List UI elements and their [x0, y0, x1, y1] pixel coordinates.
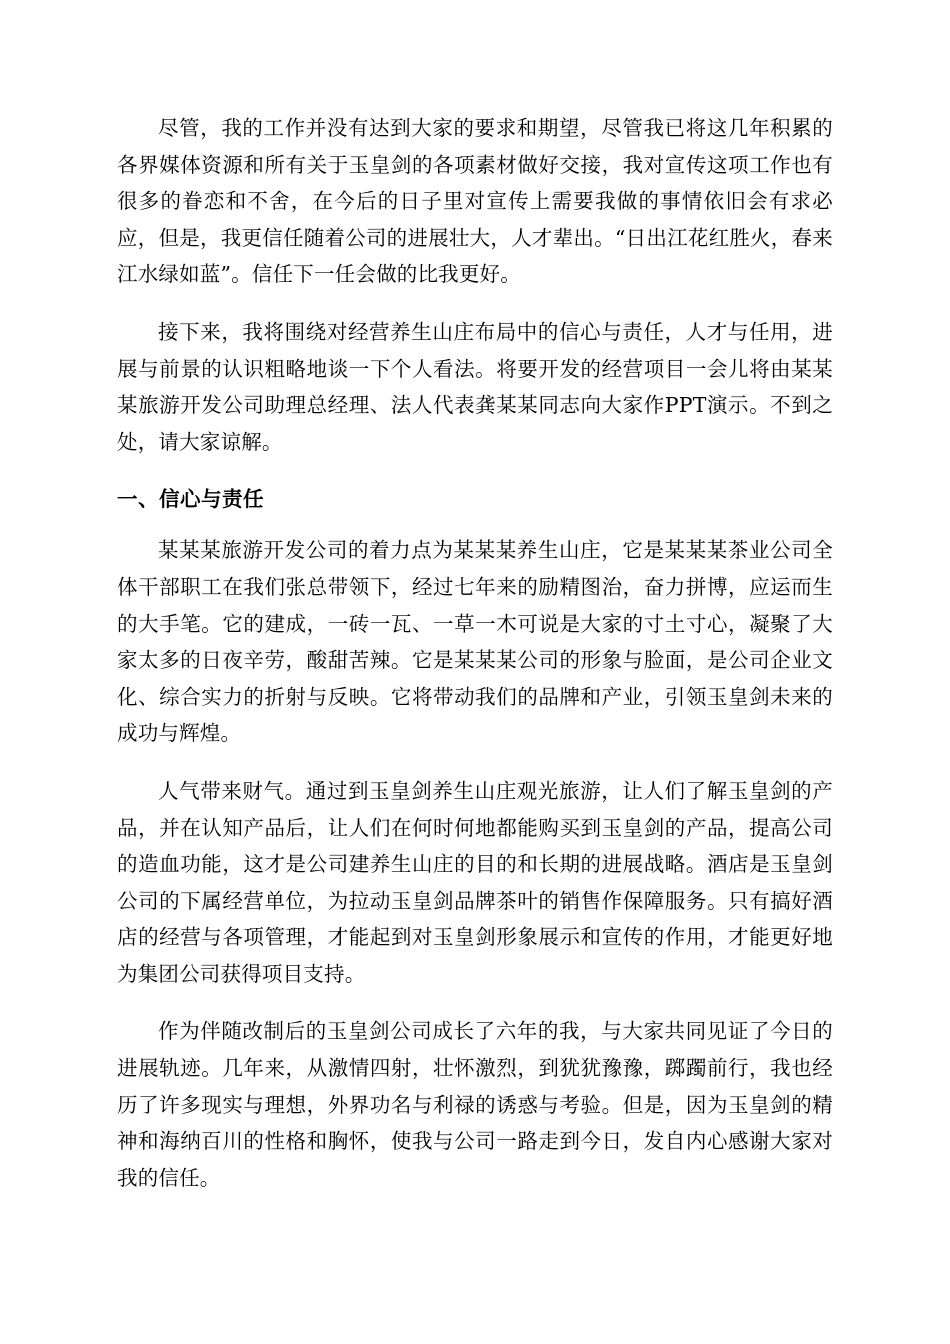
section-heading: 一、信心与责任: [117, 487, 264, 512]
document-page: [117, 110, 833, 1217]
paragraph-handover: 尽管，我的工作并没有达到大家的要求和期望，尽管我已将这几年积累的各界媒体资源和所有关于玉皇剑的各项素材做好交接，我对宣传这项工作也有很多的眷恋和不舍，在今后的日子里对宣传上需要我做的事情依旧会有求必应，但是，我更信任随着公司的进展壮大，人才辈出。“日出江花红胜火，春来江水绿如蓝”。信任下一任会做的比我更好。: [117, 116, 833, 287]
paragraph-gratitude: 作为伴随改制后的玉皇剑公司成长了六年的我，与大家共同见证了今日的进展轨迹。几年来，从激情四射，壮怀激烈，到犹犹豫豫，踯躅前行，我也经历了许多现实与理想，外界功名与利禄的诱惑与考验。但是，因为玉皇剑的精神和海纳百川的性格和胸怀，使我与公司一路走到今日，发自内心感谢大家对我的信任。: [117, 1019, 833, 1190]
paragraph-resort-focus: 某某某旅游开发公司的着力点为某某某养生山庄，它是某某某茶业公司全体干部职工在我们张总带领下，经过七年来的励精图治，奋力拼博，应运而生的大手笔。它的建成，一砖一瓦、一草一木可说是大家的寸土寸心，凝聚了大家太多的日夜辛劳，酸甜苦辣。它是某某某公司的形象与脸面，是公司企业文化、综合实力的折射与反映。它将带动我们的品牌和产业，引领玉皇剑未来的成功与辉煌。: [117, 538, 833, 746]
paragraph-popularity: 人气带来财气。通过到玉皇剑养生山庄观光旅游，让人们了解玉皇剑的产品，并在认知产品后，让人们在何时何地都能购买到玉皇剑的产品，提高公司的造血功能，这才是公司建养生山庄的目的和长期的进展战略。酒店是玉皇剑公司的下属经营单位，为拉动玉皇剑品牌茶叶的销售作保障服务。只有搞好酒店的经营与各项管理，才能起到对玉皇剑形象展示和宣传的作用，才能更好地为集团公司获得项目支持。: [117, 778, 833, 986]
paragraph-overview: 接下来，我将围绕对经营养生山庄布局中的信心与责任，人才与任用，进展与前景的认识粗略地谈一下个人看法。将要开发的经营项目一会儿将由某某某旅游开发公司助理总经理、法人代表龚某某同志向大家作PPT演示。不到之处，请大家谅解。: [117, 319, 833, 454]
